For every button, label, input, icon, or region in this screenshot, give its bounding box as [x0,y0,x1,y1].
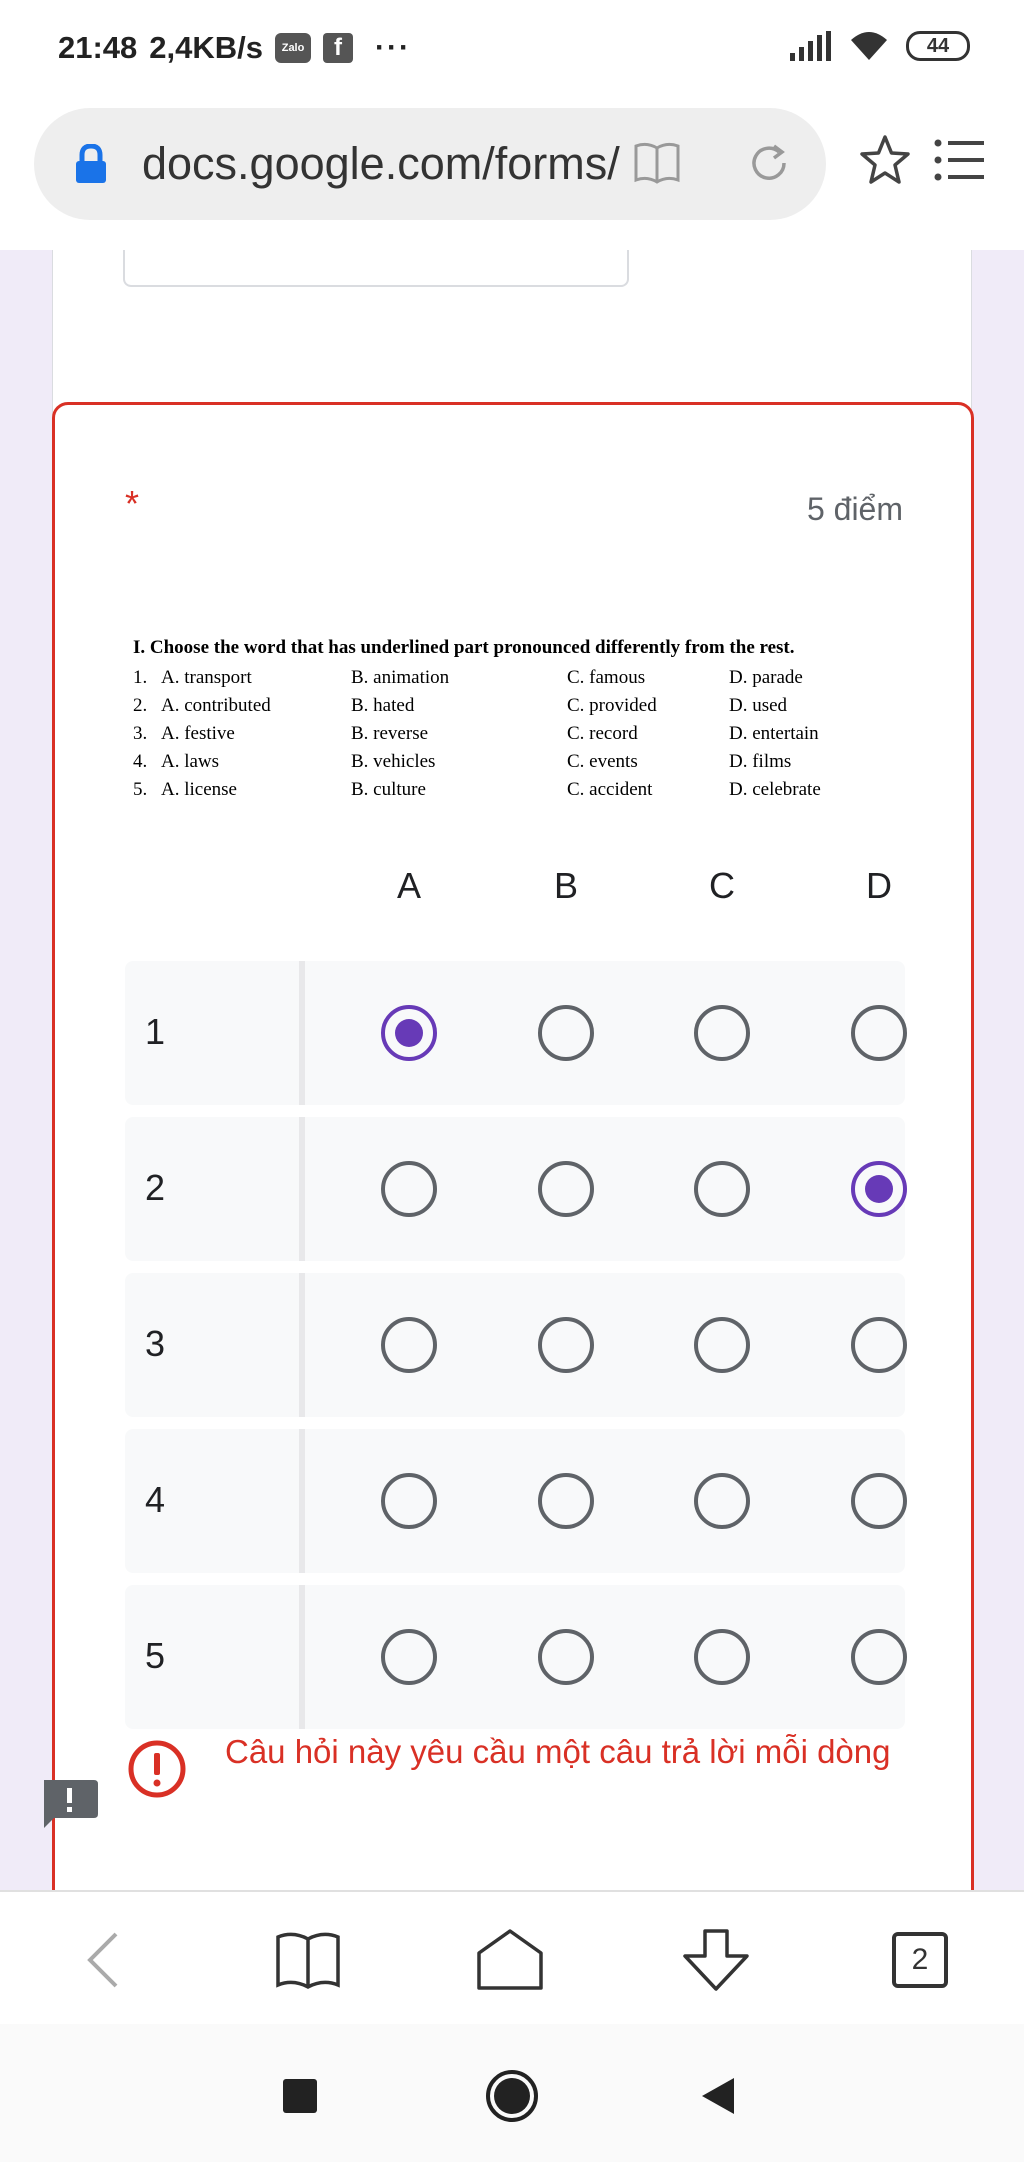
home-icon [476,1928,544,1992]
item-option-a: A. transport [161,667,252,688]
question-image-line [133,664,913,692]
item-number: 4. [133,751,148,772]
status-time: 21:48 [58,30,138,65]
grid-row-2 [125,1117,905,1261]
item-number: 2. [133,695,148,716]
row-label: 2 [145,1167,166,1208]
address-bar[interactable] [34,108,826,220]
grid-column-headers [125,865,905,925]
url-text[interactable]: docs.google.com/forms/ [142,138,620,189]
item-number: 1. [133,667,148,688]
home-button[interactable] [470,1920,550,2000]
row-label: 5 [145,1635,166,1676]
status-net-speed: 2,4KB/s [149,30,264,65]
question-card [52,402,974,1890]
reload-icon[interactable] [746,140,792,186]
menu-icon[interactable] [934,138,986,182]
item-number: 5. [133,779,148,800]
question-image-line [133,692,913,720]
system-nav-bar [0,2024,1024,2162]
item-option-b: B. hated [351,695,415,716]
radio-row5-c[interactable] [694,1629,750,1685]
item-option-d: D. entertain [729,723,819,744]
system-back-button[interactable] [688,2066,748,2126]
form-page [0,250,1024,1890]
column-header-b: B [553,865,578,906]
back-triangle-icon [700,2076,736,2116]
column-header-c: C [709,865,735,906]
question-image-heading: I. Choose the word that has underlined part pronounced differently from the rest. [133,637,795,658]
radio-row3-d[interactable] [851,1317,907,1373]
item-option-b: B. vehicles [351,751,436,772]
radio-row3-c[interactable] [694,1317,750,1373]
question-image-line [133,776,913,804]
column-header-d: D [866,865,892,906]
item-option-a: A. license [161,779,237,800]
signal-icon [788,31,832,61]
back-button[interactable] [62,1920,142,2000]
grid-row-3 [125,1273,905,1417]
item-option-a: A. laws [161,751,220,772]
row-label: 1 [145,1011,166,1052]
recents-button[interactable] [270,2066,330,2126]
question-image-line [133,720,913,748]
star-icon[interactable] [858,134,912,186]
radio-row3-a[interactable] [381,1317,437,1373]
row-label-cell [125,1585,305,1729]
browser-address-area [0,100,1024,250]
row-label-cell [125,1273,305,1417]
tabs-icon: 2 [892,1932,948,1988]
lock-icon [74,144,108,184]
battery-icon: 44 [906,31,970,61]
facebook-notification-icon: f [323,33,353,63]
tabs-button[interactable] [880,1920,960,2000]
question-image-line [133,748,913,776]
radio-row1-c[interactable] [694,1005,750,1061]
item-option-d: D. celebrate [729,779,821,800]
item-number: 3. [133,723,148,744]
row-label: 3 [145,1323,166,1364]
recents-icon [282,2078,318,2114]
previous-answer-input[interactable] [123,250,629,287]
required-marker: * [125,483,140,524]
grid-row-4 [125,1429,905,1573]
bookmarks-button[interactable] [268,1920,348,2000]
radio-row3-b[interactable] [538,1317,594,1373]
radio-row2-a[interactable] [381,1161,437,1217]
status-right [788,30,970,62]
item-option-b: B. culture [351,779,426,800]
radio-row4-b[interactable] [538,1473,594,1529]
item-option-a: A. festive [161,723,235,744]
download-icon [681,1928,751,1992]
radio-row1-d[interactable] [851,1005,907,1061]
back-icon [82,1930,122,1990]
radio-row2-b[interactable] [538,1161,594,1217]
radio-row1-b[interactable] [538,1005,594,1061]
item-option-d: D. films [729,751,792,772]
radio-row5-d[interactable] [851,1629,907,1685]
error-message: Câu hỏi này yêu cầu một câu trả lời mỗi dòng [225,1733,891,1770]
radio-row5-b[interactable] [538,1629,594,1685]
radio-row2-d[interactable] [851,1161,907,1217]
more-notifications-icon: ··· [375,31,412,64]
radio-row4-c[interactable] [694,1473,750,1529]
grid-row-5 [125,1585,905,1729]
status-bar [0,0,1024,100]
item-option-c: C. famous [567,667,646,688]
system-home-button[interactable] [482,2066,542,2126]
item-option-c: C. accident [567,779,653,800]
bookmarks-icon [275,1931,341,1989]
item-option-b: B. reverse [351,723,429,744]
home-circle-icon [485,2069,539,2123]
radio-row2-c[interactable] [694,1161,750,1217]
radio-row5-a[interactable] [381,1629,437,1685]
item-option-c: C. provided [567,695,657,716]
item-option-b: B. animation [351,667,450,688]
radio-row4-a[interactable] [381,1473,437,1529]
item-option-d: D. used [729,695,788,716]
radio-row1-a[interactable] [381,1005,437,1061]
error-icon [127,1739,187,1799]
reader-mode-icon[interactable] [632,140,682,186]
question-image [133,637,913,817]
row-label-cell [125,961,305,1105]
item-option-c: C. record [567,723,638,744]
grid-row-1 [125,961,905,1105]
browser-toolbar [0,1890,1024,2024]
item-option-a: A. contributed [161,695,271,716]
download-button[interactable] [676,1920,756,2000]
wifi-icon [848,30,890,62]
feedback-icon[interactable] [40,1778,98,1830]
item-option-d: D. parade [729,667,803,688]
status-left [58,30,411,66]
radio-row4-d[interactable] [851,1473,907,1529]
row-label: 4 [145,1479,166,1520]
zalo-notification-icon: Zalo [275,33,311,63]
item-option-c: C. events [567,751,638,772]
row-label-cell [125,1117,305,1261]
points-label: 5 điểm [806,491,903,527]
column-header-a: A [396,865,421,906]
row-label-cell [125,1429,305,1573]
